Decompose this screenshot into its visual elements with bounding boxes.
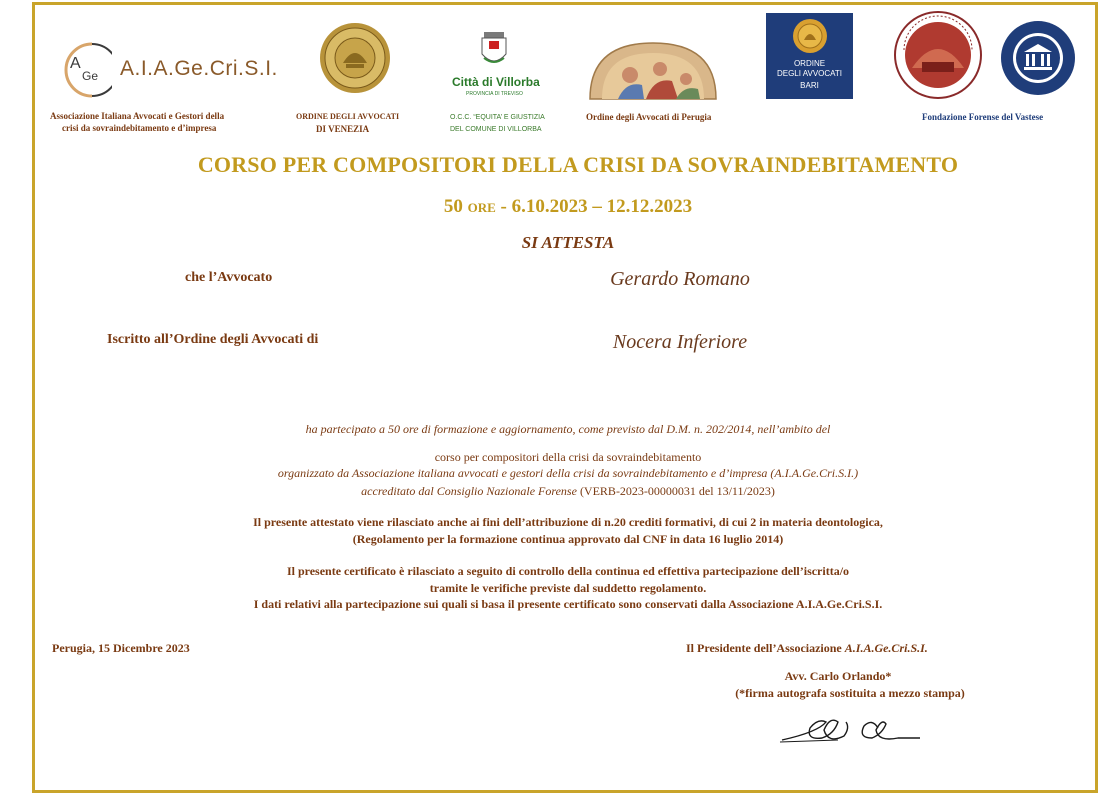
para2-accreditato: accreditato dal Consiglio Nazionale Forense — [361, 484, 577, 498]
vastese-caption: Fondazione Forense del Vastese — [922, 112, 1044, 122]
course-dates: - 6.10.2023 – 12.12.2023 — [500, 196, 693, 217]
vastese-seal-icon — [1000, 20, 1076, 96]
ordine-label: Iscritto all’Ordine degli Avvocati di — [107, 332, 319, 347]
course-title: CORSO PER COMPOSITORI DELLA CRISI DA SOVRAINDEBITAMENTO — [197, 152, 959, 177]
avvocato-name: Gerardo Romano — [610, 268, 750, 290]
svg-text:A: A — [70, 55, 81, 72]
aiage-caption — [50, 110, 270, 134]
president-label: Il Presidente dell’Associazione — [686, 641, 845, 655]
perugia-caption: Ordine degli Avvocati di Perugia — [586, 112, 712, 122]
para4-line2: tramite le verifiche previste dal suddetto regolamento. — [429, 581, 707, 595]
place-date: Perugia, 15 Dicembre 2023 — [52, 641, 190, 655]
villorba-logo-title: Città di Villorba — [452, 75, 540, 89]
aiage-logo — [62, 40, 277, 100]
ordine-value: Nocera Inferiore — [612, 331, 748, 353]
signer-note: (*firma autografa sostituita a mezzo stampa) — [735, 686, 965, 700]
signer-name: Avv. Carlo Orlando* — [784, 669, 892, 683]
para4-line3: I dati relativi alla partecipazione sui quali si basa il presente certificato sono conservati dalla Associazione A.I.A.Ge.Cri.S.I. — [253, 597, 883, 611]
villorba-caption — [450, 112, 560, 136]
villorba-crest-icon — [480, 32, 508, 68]
bari-line3: BARI — [800, 81, 819, 90]
course-hours-unit: ORE — [467, 200, 496, 215]
venezia-caption-line2: DI VENEZIA — [316, 124, 370, 134]
svg-text:Ge: Ge — [82, 69, 99, 83]
aiage-mark-icon — [62, 40, 112, 100]
para1: ha partecipato a 50 ore di formazione e aggiornamento, come previsto dal D.M. n. 202/2014, nell’ambito del — [305, 422, 831, 436]
president-association: A.I.A.Ge.Cri.S.I. — [844, 641, 928, 655]
para3-line1: Il presente attestato viene rilasciato anche ai fini dell’attribuzione di n.20 crediti formativi, di cui 2 in materia deontologica, — [253, 515, 883, 529]
si-attesta-heading: SI ATTESTA — [521, 233, 615, 252]
villorba-caption-line2: DEL COMUNE DI VILLORBA — [450, 126, 542, 133]
para2-line1: corso per compositori della crisi da sovraindebitamento — [434, 450, 702, 464]
venezia-seal-icon — [318, 21, 392, 95]
para2-line2: organizzato da Associazione italiana avvocati e gestori della crisi da sovraindebitamento e d’impresa (A.I.A.Ge.Cri.S.I.) — [277, 466, 859, 480]
collegium-seal-icon — [892, 10, 984, 100]
aiage-caption-line1: Associazione Italiana Avvocati e Gestori della — [50, 111, 225, 121]
para3-line2: (Regolamento per la formazione continua approvato dal CNF in data 16 luglio 2014) — [352, 532, 784, 546]
bari-medallion-icon — [792, 18, 828, 54]
venezia-caption — [296, 111, 426, 135]
venezia-caption-line1: ORDINE DEGLI AVVOCATI — [296, 112, 400, 121]
para2-verb: (VERB-2023-00000031 del 13/11/2023) — [576, 484, 775, 498]
aiage-logo-text: A.I.A.Ge.Cri.S.I. — [120, 57, 278, 80]
villorba-logo-sub: PROVINCIA DI TREVISO — [466, 91, 523, 97]
villorba-caption-line1: O.C.C. “EQUITA’ E GIUSTIZIA — [450, 114, 545, 121]
bari-line2: DEGLI AVVOCATI — [776, 69, 843, 78]
president-line — [686, 641, 928, 656]
bari-logo — [766, 13, 853, 99]
bari-line1: ORDINE — [793, 59, 826, 68]
avvocato-label: che l’Avvocato — [185, 270, 273, 285]
perugia-fresco-icon — [588, 41, 718, 101]
signature-icon — [778, 710, 928, 750]
course-hours: 50 — [443, 196, 463, 217]
para2-line3 — [168, 484, 968, 499]
para4-line1: Il presente certificato è rilasciato a seguito di controllo della continua ed effettiva partecipazione dell’iscritta/o — [286, 564, 850, 578]
aiage-caption-line2: crisi da sovraindebitamento e d’impresa — [62, 123, 217, 133]
course-subtitle — [268, 196, 868, 218]
